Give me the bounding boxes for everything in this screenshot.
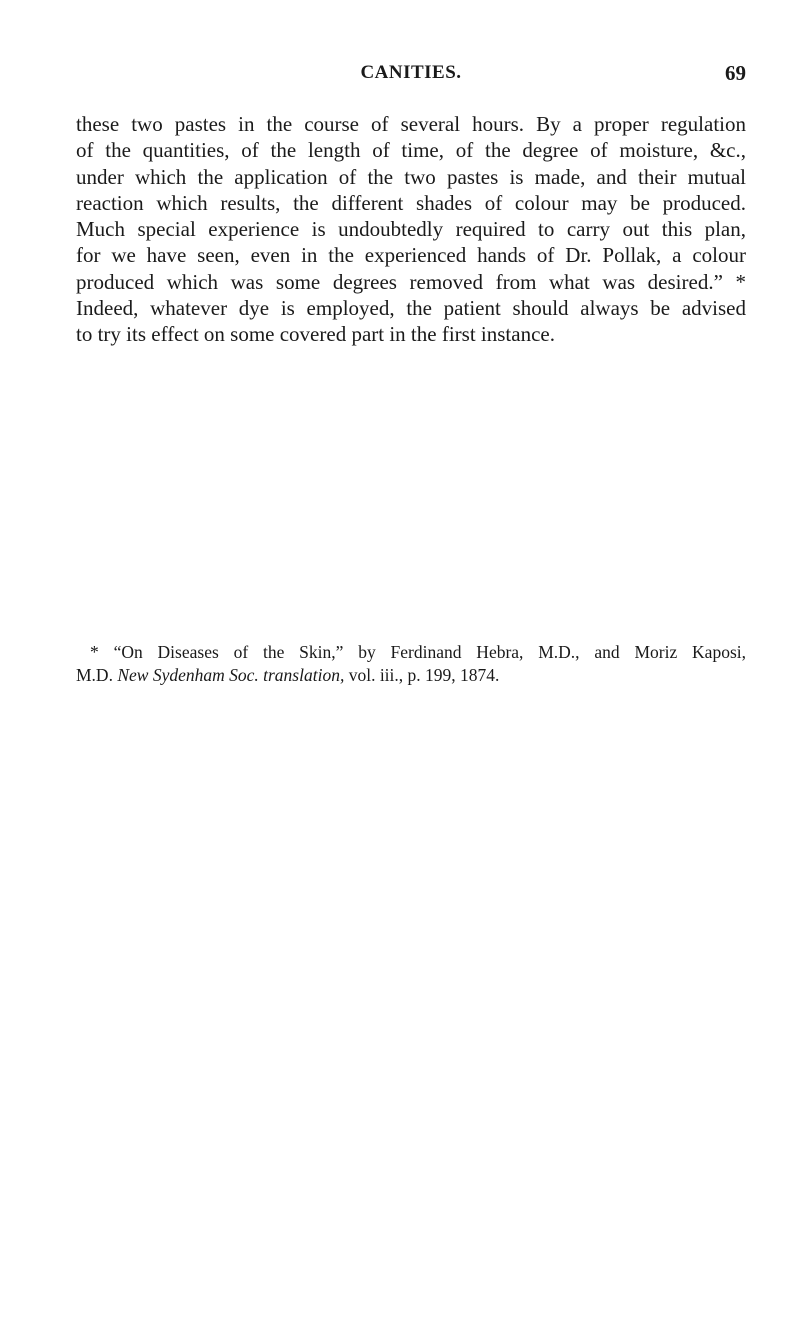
running-header: [76, 61, 746, 85]
running-title: CANITIES.: [360, 62, 462, 83]
text-line: reaction which results, the different shades of colour may be produced.: [76, 190, 746, 215]
footnote-publication: New Sydenham Soc. translation,: [117, 664, 345, 685]
body-paragraph: [76, 111, 746, 348]
text-line: Indeed, whatever dye is employed, the patient should always be advised: [76, 296, 746, 321]
footnote-citation: vol. iii., p. 199, 1874.: [348, 664, 500, 685]
text-line: of the quantities, of the length of time, of the degree of moisture, &c.,: [76, 138, 746, 163]
footnote-line: * “On Diseases of the Skin,” by Ferdinand Hebra, M.D., and Moriz Kaposi,: [90, 642, 746, 662]
footnote-author-suffix: M.D.: [76, 664, 113, 685]
text-line: for we have seen, even in the experienced hands of Dr. Pollak, a colour: [76, 243, 746, 268]
footnote-line: [76, 664, 746, 687]
text-line: produced which was some degrees removed from what was desired.” *: [76, 269, 746, 294]
text-line: these two pastes in the course of several hours. By a proper regulation: [76, 112, 746, 136]
footnote: [76, 641, 746, 686]
page-number: 69: [725, 61, 746, 85]
text-line: to try its effect on some covered part in the first instance.: [76, 322, 555, 347]
text-line: Much special experience is undoubtedly required to carry out this plan,: [76, 217, 746, 242]
text-line: under which the application of the two pastes is made, and their mutual: [76, 164, 746, 189]
